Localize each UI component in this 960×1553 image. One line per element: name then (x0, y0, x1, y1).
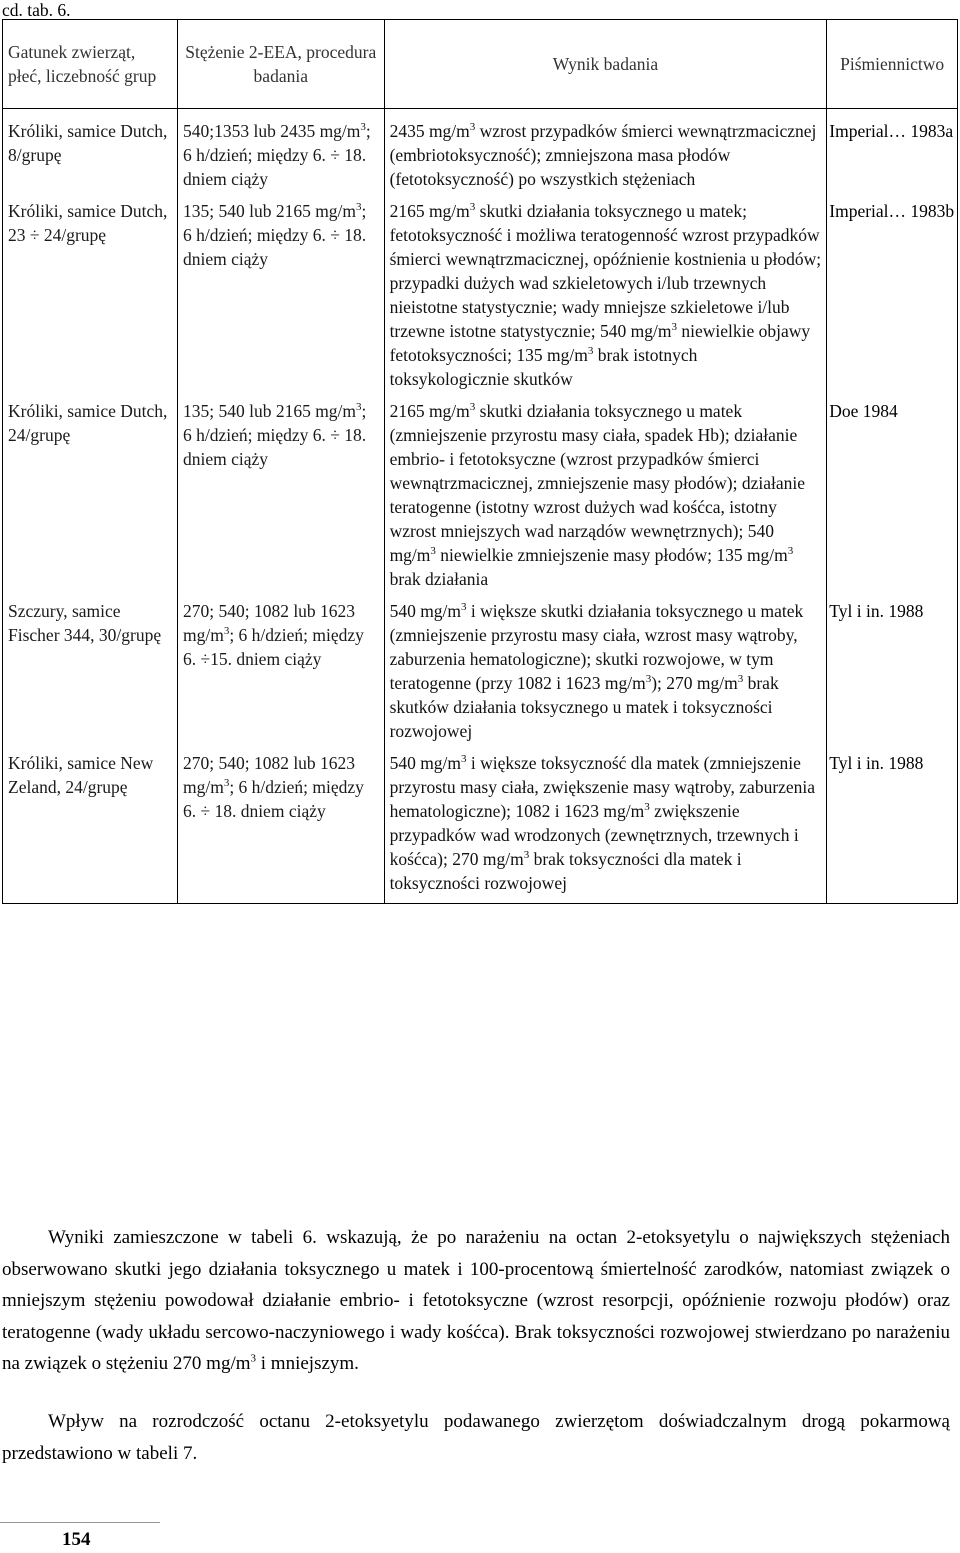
stezenie-text: ; 6 h/dzień; między 6. ÷ 18. dniem ciąży (182, 121, 371, 189)
results-table (2, 19, 958, 904)
header-wynik: Wynik badania (384, 20, 827, 109)
paragraph-text-b: i mniejszym. (256, 1353, 359, 1374)
wynik-text: skutki działania toksycznego u matek; fetotoksyczność i możliwa teratogenność wzrost przypadków śmierci wewnątrzmacicznej, opóźnienie kostnienia u płodów; przypadki dużych wad szkieletowych i/lub trzewnych nieistotne statystycznie; wady mniejsze szkieletowe i/lub trzewne istotne statystycznie; 540 mg/m (389, 201, 822, 341)
wynik-text: wzrost przypadków śmierci wewnątrzmacicznej (embriotoksyczność); zmniejszona masa płodów (fetotoksyczność) po wszystkich stężeniach (389, 121, 817, 189)
superscript: 3 (430, 545, 436, 558)
table-row (3, 595, 958, 747)
stezenie-text: ; 6 h/dzień; między 6. ÷ 18. dniem ciąży (182, 401, 367, 469)
wynik-text: zwiększenie przypadków wad wrodzonych (zewnętrznych, trzewnych i kośćca); 270 mg/m (389, 801, 799, 869)
superscript: 3 (223, 777, 230, 790)
paragraph-results-summary (2, 1222, 950, 1380)
table-row (3, 195, 958, 395)
cell-stezenie (177, 595, 384, 747)
wynik-text: niewielkie objawy fetotoksyczności; 135 mg/m (389, 321, 811, 365)
table-row (3, 747, 958, 904)
table-row (3, 109, 958, 196)
wynik-text: 2435 mg/m (389, 121, 470, 141)
table-continuation-label: cd. tab. 6. (2, 0, 71, 20)
wynik-text: brak skutków działania toksycznego u matek i toksyczności rozwojowej (389, 673, 779, 741)
wynik-text: brak istotnych toksykologicznie skutków (389, 345, 698, 389)
stezenie-text: 270; 540; 1082 lub 1623 mg/m (182, 601, 356, 645)
paragraph-text-a: Wyniki zamieszczone w tabeli 6. wskazują, że po narażeniu na octan 2-etoksyetylu o największych stężeniach obserwowano skutki jego działania toksycznego u matek i 100-procentową śmiertelność zarodków, natomiast związek o mniejszym stężeniu powodował działanie embrio- i fetotoksyczne (wzrost resorpcji, opóźnienie rozwoju płodów) oraz teratogenne (wady układu sercowo-naczyniowego i wady kośćca). Brak toksyczności rozwojowej stwierdzano po narażeniu na związek o stężeniu 270 mg/m (2, 1227, 950, 1374)
cell-pismiennictwo: Doe 1984 (827, 395, 958, 595)
table-header-row (3, 20, 958, 109)
stezenie-text: ; 6 h/dzień; między 6. ÷15. dniem ciąży (182, 625, 364, 669)
superscript: 3 (223, 625, 230, 638)
wynik-text: i większe skutki działania toksycznego u matek (zmniejszenie przyrostu masy ciała, wzrost masy wątroby, zaburzenia hematologiczne); skutki rozwojowe, w tym teratogenne (przy 1082 i 1623 mg/m (389, 601, 804, 693)
paragraph-oral-route: Wpływ na rozrodczość octanu 2-etoksyetylu podawanego zwierzętom doświadczalnym drogą pokarmową przedstawiono w tabeli 7. (2, 1411, 950, 1464)
cell-wynik (384, 747, 827, 904)
cell-stezenie (177, 747, 384, 904)
wynik-text: ); 270 mg/m (651, 673, 738, 693)
superscript: 3 (737, 673, 744, 686)
wynik-text: brak toksyczności dla matek i toksyczności rozwojowej (389, 849, 742, 893)
cell-wynik (384, 395, 827, 595)
superscript: 3 (356, 201, 362, 214)
wynik-text: niewielkie zmniejszenie masy płodów; 135 mg/m (435, 545, 788, 565)
wynik-text: 2165 mg/m (389, 201, 470, 221)
superscript: 3 (469, 121, 476, 134)
cell-gatunek: Króliki, samice New Zeland, 24/grupę (3, 747, 178, 904)
cell-pismiennictwo: Tyl i in. 1988 (827, 747, 958, 904)
stezenie-text: 540;1353 lub 2435 mg/m (182, 121, 361, 141)
stezenie-text: 270; 540; 1082 lub 1623 mg/m (182, 753, 356, 797)
wynik-text: 540 mg/m (389, 601, 462, 621)
cell-gatunek: Króliki, samice Dutch, 8/grupę (3, 109, 178, 196)
cell-stezenie (177, 109, 384, 196)
superscript: 3 (461, 601, 467, 614)
wynik-text: 540 mg/m (389, 753, 462, 773)
cell-pismiennictwo: Tyl i in. 1988 (827, 595, 958, 747)
superscript: 3 (645, 673, 652, 686)
superscript: 3 (523, 849, 530, 862)
cell-gatunek: Króliki, samice Dutch, 24/grupę (3, 395, 178, 595)
wynik-text: i większe toksyczność dla matek (zmniejszenie przyrostu masy ciała, zwiększenie masy wątroby, zaburzenia hematologiczne); 1082 i 1623 mg/m (389, 753, 816, 821)
superscript: 3 (356, 401, 362, 414)
cell-pismiennictwo: Imperial… 1983b (827, 195, 958, 395)
header-pismiennictwo: Piśmiennictwo (827, 20, 958, 109)
superscript: 3 (469, 401, 476, 414)
stezenie-text: 135; 540 lub 2165 mg/m (182, 201, 357, 221)
header-stezenie: Stężenie 2-EEA, procedura badania (177, 20, 384, 109)
stezenie-text: ; 6 h/dzień; między 6. ÷ 18. dniem ciąży (182, 201, 367, 269)
cell-wynik (384, 109, 827, 196)
wynik-text: 2165 mg/m (389, 401, 470, 421)
cell-gatunek: Szczury, samice Fischer 344, 30/grupę (3, 595, 178, 747)
wynik-text: brak działania (389, 569, 489, 589)
superscript: 3 (360, 121, 366, 134)
stezenie-text: ; 6 h/dzień; między 6. ÷ 18. dniem ciąży (182, 777, 364, 821)
page-number: 154 (62, 1529, 91, 1550)
header-gatunek: Gatunek zwierząt, płeć, liczebność grup (3, 20, 178, 109)
cell-gatunek: Króliki, samice Dutch, 23 ÷ 24/grupę (3, 195, 178, 395)
cell-wynik (384, 595, 827, 747)
superscript: 3 (469, 201, 476, 214)
cell-stezenie (177, 195, 384, 395)
cell-stezenie (177, 395, 384, 595)
superscript: 3 (587, 345, 594, 358)
stezenie-text: 135; 540 lub 2165 mg/m (182, 401, 357, 421)
superscript: 3 (644, 801, 650, 814)
table-row (3, 395, 958, 595)
superscript: 3 (250, 1352, 257, 1365)
footer-rule (0, 1522, 160, 1523)
superscript: 3 (787, 545, 794, 558)
cell-pismiennictwo: Imperial… 1983a (827, 109, 958, 196)
superscript: 3 (461, 753, 467, 766)
wynik-text: skutki działania toksycznego u matek (zmniejszenie przyrostu masy ciała, spadek Hb); działanie embrio- i fetotoksyczne (wzrost przypadków śmierci wewnątrzmacicznej, zmniejszenie masy płodów); działanie teratogenne (istotny wzrost dużych wad kośćca, istotny wzrost mniejszych wad narządów wewnętrznych); 540 mg/m (389, 401, 806, 565)
cell-wynik (384, 195, 827, 395)
superscript: 3 (671, 321, 677, 334)
